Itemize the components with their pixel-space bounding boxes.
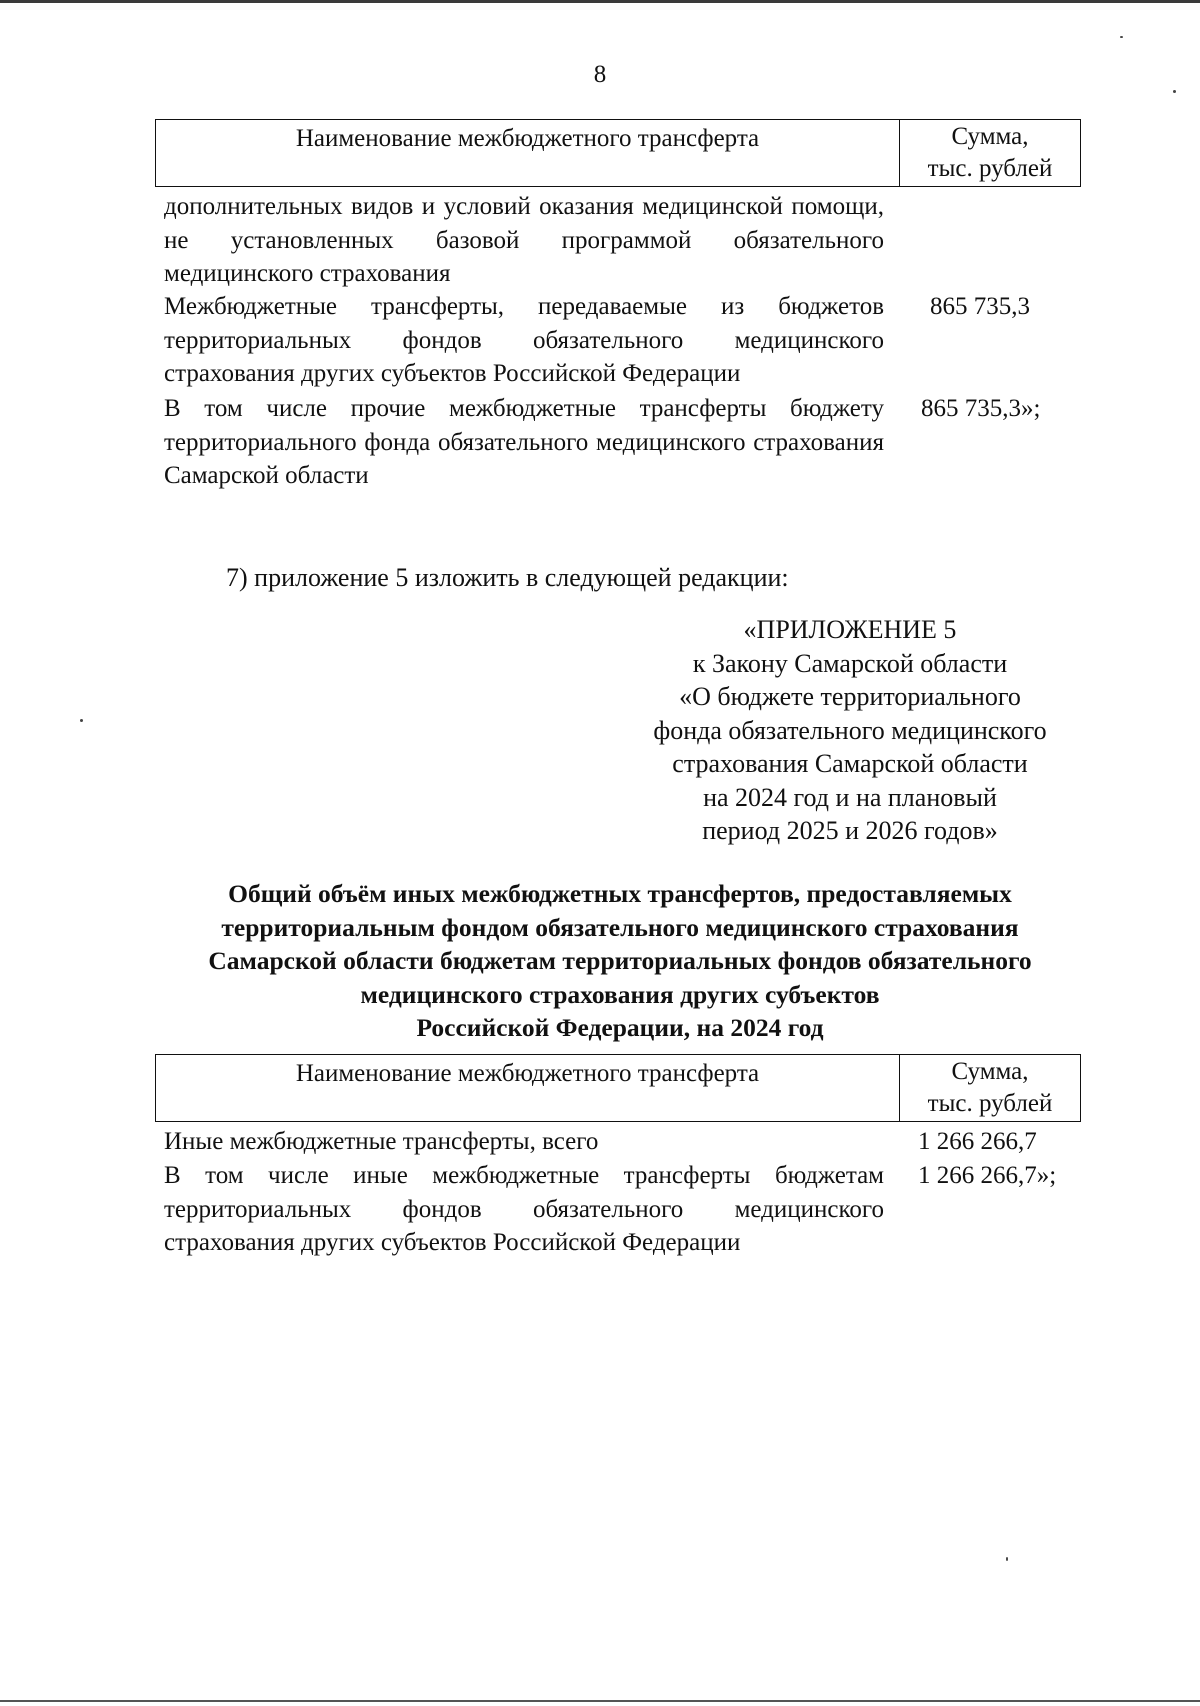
table2-header [155, 1054, 1081, 1122]
scan-speck [1173, 90, 1176, 93]
appendix-line-4: фонда обязательного медицинского [653, 715, 1047, 745]
table2-row-1-text: Иные межбюджетные трансферты, всего [164, 1128, 599, 1155]
table2-header-name: Наименование межбюджетного трансферта [156, 1055, 900, 1121]
scan-speck [1006, 1557, 1008, 1561]
table2-row-2-amount: 1 266 266,7»; [918, 1162, 1057, 1189]
appendix-line-5: страхования Самарской области [672, 749, 1028, 778]
scan-speck [1120, 36, 1123, 38]
table2-header-sum-line1: Сумма, [951, 1058, 1029, 1085]
table1-row-1-text: дополнительных видов и условий оказания медицинской помощи, не установленных базовой программой обязательного медицинского страхования [164, 193, 884, 287]
table2-row-2-text: В том числе иные межбюджетные трансферты бюджетам территориальных фондов обязательного медицинского страхования других субъектов Российской Федерации [164, 1162, 884, 1256]
table1-header-name: Наименование межбюджетного трансферта [156, 120, 900, 186]
appendix-line-7: период 2025 и 2026 годов» [702, 816, 998, 845]
document-title [150, 877, 1090, 1045]
page-number: 8 [593, 61, 607, 88]
scan-edge-bottom [0, 1700, 1200, 1702]
table1-header-sum-line1: Сумма, [951, 123, 1029, 150]
appendix-block [600, 613, 1100, 848]
appendix-line-6: на 2024 год и на плановый [703, 782, 997, 812]
title-line-1: Общий объём иных межбюджетных трансфертов, предоставляемых [228, 879, 1012, 908]
appendix-line-2: к Закону Самарской области [692, 648, 1008, 678]
table1-row-2-text: Межбюджетные трансферты, передаваемые из бюджетов территориальных фондов обязательного медицинского страхования других субъектов Российской Федерации [164, 293, 884, 387]
table1-row-3-amount: 865 735,3»; [921, 395, 1041, 422]
scan-speck [80, 719, 83, 722]
table2-row-1-amount: 1 266 266,7 [918, 1128, 1037, 1155]
title-line-5: Российской Федерации, на 2024 год [416, 1013, 824, 1042]
scan-edge-top [0, 0, 1200, 3]
title-line-3: Самарской области бюджетам территориальных фондов обязательного [208, 946, 1032, 975]
table1-header [155, 119, 1081, 187]
table2-header-sum [900, 1055, 1080, 1121]
appendix-line-1: «ПРИЛОЖЕНИЕ 5 [743, 615, 957, 644]
table1-header-sum-line2: тыс. рублей [927, 155, 1053, 182]
title-line-2: территориальным фондом обязательного медицинского страхования [221, 912, 1019, 942]
appendix-line-3: «О бюджете территориального [679, 682, 1021, 711]
instruction-text: 7) приложение 5 изложить в следующей редакции: [226, 563, 789, 592]
title-line-4: медицинского страхования других субъектов [360, 979, 880, 1009]
table2-header-sum-line2: тыс. рублей [927, 1090, 1053, 1117]
table1-row-2-amount: 865 735,3 [930, 293, 1030, 320]
table1-header-sum [900, 120, 1080, 186]
table1-row-3-text: В том числе прочие межбюджетные трансферты бюджету территориального фонда обязательного медицинского страхования Самарской области [164, 395, 884, 489]
